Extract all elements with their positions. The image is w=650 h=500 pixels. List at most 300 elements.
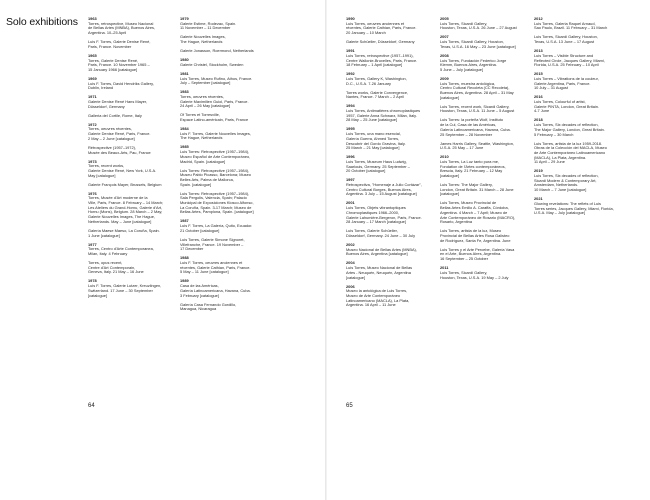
exhibition-text-line: Luis Torres – Visible Structure and (534, 53, 594, 58)
exhibition-text-line: Luis Torres, Sicardi Gallery, Houston, (534, 35, 598, 40)
exhibition-entry (346, 178, 434, 197)
exhibition-text-line: Luis Torres: The Major Gallery, (440, 183, 493, 188)
exhibition-year: 2006 (346, 283, 355, 289)
exhibition-text-line: La Coruña, Spain. 3-17 March; Museo de (180, 205, 252, 210)
exhibition-entry (180, 72, 268, 86)
exhibition-text-line: Florida, U.S.A. 25 February – 10 April (534, 63, 599, 68)
exhibition-column-1 (88, 17, 176, 303)
exhibition-year: 2021 (534, 196, 543, 202)
exhibition-text-line: Buenos Aires, Argentina. 28 April – 31 May (440, 91, 514, 96)
exhibition-entry (180, 58, 268, 67)
exhibition-year: 2019 (534, 168, 543, 174)
exhibition-text-line: London, Great Britain. 31 March – 28 June (440, 187, 514, 192)
exhibition-entry (180, 90, 268, 109)
exhibition-text-line: 18 February – 1 April [catalogue] (346, 63, 403, 68)
exhibition-year: 1980 (180, 57, 189, 63)
exhibition-entry (180, 303, 268, 312)
exhibition-entry (88, 77, 176, 91)
exhibition-text-line: Luis Torres, Galeria Raquel Arnaud, (534, 21, 596, 26)
exhibition-text-line: Saarlouis, Germany. 25 September – (346, 164, 410, 169)
exhibition-text-line: Milan, Italy. 4 February (88, 251, 128, 256)
exhibition-text-line: 21 October [catalogue] (180, 228, 220, 233)
exhibition-entry (346, 261, 434, 280)
exhibition-text-line: Museo de Arte Contemporáneo (346, 293, 401, 298)
exhibition-text-line: Galerie Denise René Hans Mayer, (88, 100, 148, 105)
exhibition-text-line: Düsseldorf, Germany. 24 June – 30 July (346, 233, 416, 238)
exhibition-year: 1972 (88, 121, 97, 127)
exhibition-column-5 (534, 17, 622, 220)
exhibition-text-line: Luis Torres: Retrospective (1957–1984), (180, 191, 250, 196)
exhibition-text-line: [catalogue] (440, 192, 460, 197)
exhibition-year: 1979 (180, 16, 189, 21)
exhibition-text-line: Geneva, Italy. 21 May – 16 June (88, 270, 144, 275)
exhibition-entry (534, 49, 622, 68)
exhibition-entry (534, 142, 622, 166)
exhibition-text-line: 5 February – 30 March (534, 132, 574, 137)
exhibition-text-line: Luis Torres, Sicardi Gallery, Houston, (440, 40, 504, 45)
exhibition-entry (180, 113, 268, 122)
exhibition-text-line: Belles Arts, Palma de Mallorca, (180, 177, 234, 182)
exhibition-text-line: Torres, opus recent, (88, 260, 123, 265)
exhibition-text-line: Fondation de l'Artes contemporáneos, (440, 164, 506, 169)
exhibition-entry (440, 266, 528, 280)
exhibition-entry (346, 229, 434, 238)
exhibition-text-line: Centro Cultural Recoleta (CC Recoleta), (440, 86, 510, 91)
exhibition-entry (440, 35, 528, 49)
exhibition-text-line: Galería Casa Fernando Gordillo, (180, 302, 237, 307)
exhibition-text-line: Galerie Christel, Stockholm, Sweden (180, 62, 244, 67)
exhibition-text-line: 25 March – 21 May [catalogue] (346, 146, 400, 151)
exhibition-text-line: Texas, U.S.A. 16 May – 23 June [catalogue] (440, 44, 516, 49)
exhibition-text-line: Luis Torres, Six decades of reflection, (534, 174, 599, 179)
exhibition-text-line: James Harris Gallery, Seattle, Washington, (440, 141, 514, 146)
exhibition-text-line: 20 October [catalogue] (346, 169, 386, 174)
page-heading: Solo exhibitions (6, 16, 78, 28)
exhibition-text-line: de Bellas Artes (MNBA), Buenos Aires, (88, 26, 156, 31)
exhibition-entry (346, 91, 434, 100)
exhibition-text-line: Casa de las Américas, (180, 284, 219, 289)
exhibition-entry (346, 17, 434, 36)
exhibition-text-line: Torres, Musée d'Art moderne de la (88, 196, 148, 201)
exhibition-text-line: Centre Wallonie-Bruxelles, Paris, France. (346, 58, 418, 63)
exhibition-text-line: Luis Torres, Antimatières chromoplastiques (346, 109, 421, 114)
exhibition-year: 2011 (440, 265, 449, 271)
exhibition-text-line: Chromoplastiques 1966–2000, (346, 210, 399, 215)
exhibition-year: 1965 (88, 52, 97, 58)
exhibition-text-line: Galería Guerra, Ahmed Torres, (346, 136, 400, 141)
exhibition-text-line: 15 January 1966 [catalogue] (88, 67, 138, 72)
exhibition-entry (88, 114, 176, 119)
exhibition-entry (346, 285, 434, 309)
exhibition-text-line: Paris, France. November (88, 44, 132, 49)
exhibition-entry (88, 40, 176, 49)
exhibition-text-line: Houston, Texas, U.S.A. 19 May – 2 July (440, 275, 509, 280)
exhibition-year: 1995 (346, 126, 355, 132)
exhibition-text-line: Luis Torres, Fundación Federico Jorge (440, 58, 507, 63)
exhibition-text-line: de Rodríguez, Santa Fe, Argentina. June (440, 238, 511, 243)
exhibition-year: 1983 (180, 89, 189, 95)
exhibition-text-line: Espace Latino-américain, Paris, France (180, 118, 249, 123)
exhibition-entry (88, 54, 176, 73)
exhibition-text-line: Galerie Jonasson, Roermond, Netherlands (180, 49, 254, 54)
exhibition-year: 2002 (346, 241, 355, 247)
exhibition-text-line: Museo la antológica de Luis Torres, (346, 289, 408, 294)
exhibition-entry (534, 197, 622, 216)
exhibition-entry (88, 160, 176, 179)
exhibition-text-line: 10 July – 31 August (534, 86, 568, 91)
exhibition-entry (180, 279, 268, 298)
exhibition-text-line: Luis Torres, oeuvres anciennes et (346, 21, 405, 26)
exhibition-text-line: Of Torres et Torresville, (180, 113, 220, 118)
exhibition-entry (180, 238, 268, 252)
exhibition-text-line: récentes, Galerie Cathian, Paris, France. (346, 26, 417, 31)
exhibition-text-line: Museo Español de Arte Contemporáneo, (180, 154, 251, 159)
exhibition-text-line: Houston, Texas, U.S.A. 26 June – 27 August (440, 26, 517, 31)
exhibition-text-line: Luis Torres, Colourful of artist, (534, 100, 586, 105)
exhibition-text-line: [catalogue] (440, 95, 460, 100)
exhibition-entry (440, 77, 528, 101)
exhibition-text-line: Luis Torres, La Luz tanto pura me, (440, 159, 499, 164)
exhibition-text-line: 11 November – 11 December (180, 26, 231, 31)
exhibition-year: 2012 (534, 16, 543, 21)
exhibition-text-line: Luis Torres, Museum Haus Ludwig, (346, 159, 407, 164)
exhibition-entry (180, 145, 268, 164)
exhibition-entry (440, 17, 528, 31)
exhibition-text-line: Torres, retrospective, Museo Nacional (88, 21, 154, 26)
exhibition-text-line: Luis Torres, Six decades of reflection, (534, 123, 599, 128)
exhibition-entry (534, 118, 622, 137)
exhibition-year: 2007 (440, 34, 449, 40)
exhibition-text-line: May [catalogue] (88, 173, 116, 178)
exhibition-text-line: 28 January – 17 March [catalogue] (346, 220, 406, 225)
exhibition-text-line: 5 May – 11 June [catalogue] (180, 270, 229, 275)
exhibition-text-line: Galerie Lahumière-Bergeron, Paris, France. (346, 215, 422, 220)
exhibition-year: 2005 (440, 16, 449, 21)
exhibition-year: 2001 (346, 200, 355, 206)
exhibition-entry (88, 279, 176, 298)
page-number-left: 64 (88, 403, 95, 409)
exhibition-text-line: Paris, France. 10 November 1965 – (88, 63, 150, 68)
exhibition-entry (88, 183, 176, 188)
exhibition-text-line: Glowing revelations: The reflets of Luis (534, 201, 601, 206)
exhibition-text-line: 11 April – 29 June (534, 160, 565, 165)
exhibition-year: 2008 (440, 52, 449, 58)
exhibition-text-line: Museo Nacional de Bellas Artes (MNBA), (346, 247, 417, 252)
exhibition-text-line: 3 February [catalogue] (180, 293, 219, 298)
exhibition-text-line: Reflected Circle, Jacques Gallery, Miami, (534, 58, 605, 63)
exhibition-text-line: récentes, Galerie Cathian, Paris, France. (180, 265, 251, 270)
exhibition-text-line: Luis Torres, artista de la luz, Museo (440, 229, 502, 234)
exhibition-text-line: The Hague, Netherlands (180, 136, 223, 141)
exhibition-entry (180, 127, 268, 141)
exhibition-text-line: 24 April – 26 May [catalogue] (180, 104, 231, 109)
exhibition-year: 1987 (180, 218, 189, 224)
exhibition-text-line: Argentina. 10–25 April (88, 31, 127, 36)
exhibition-text-line: Galerie Estime, Rodezac, Spain. (180, 21, 237, 26)
exhibition-entry (346, 49, 434, 68)
exhibition-text-line: Luis Torres, Sicardi Gallery, (440, 270, 488, 275)
exhibition-text-line: Luis F. Torres, David Hendriks Gallery, (88, 81, 154, 86)
exhibition-entry (346, 243, 434, 257)
exhibition-text-line: Switzerland. 17 June – 30 September (88, 288, 153, 293)
exhibition-text-line: Torres, recent works, (88, 164, 125, 169)
exhibition-text-line: Bellas Artes Emilio A. Caraffa, Córdoba, (440, 206, 509, 211)
exhibition-year: 1996 (346, 154, 355, 160)
exhibition-year: 1991 (346, 48, 355, 54)
exhibition-text-line: Houston, Texas, U.S.A. 11 June – 5 August (440, 109, 515, 114)
exhibition-text-line: Sao Paulo, Brazil. 11 February – 31 March (534, 26, 608, 31)
exhibition-text-line: Provincial de Bellas Artes Rosa Galisteo (440, 233, 510, 238)
exhibition-text-line: Luis Torres, una mano esencial, (346, 132, 401, 137)
exhibition-text-line: en el Arte, Buenos Aires, Argentina. (440, 252, 502, 257)
exhibition-text-line: 16 September – 25 October (440, 257, 489, 262)
exhibition-year: 2018 (534, 117, 543, 123)
exhibition-text-line: Luis Torres: Retrospective (1957–1984), (180, 168, 250, 173)
exhibition-column-2 (180, 17, 268, 316)
exhibition-column-4 (440, 17, 528, 285)
exhibition-entry (346, 104, 434, 123)
exhibition-year: 2015 (534, 71, 543, 77)
exhibition-entry (346, 155, 434, 174)
exhibition-text-line: Luis Torres, muestra antológica, (440, 81, 496, 86)
exhibition-text-line: 25 September – 28 November (440, 132, 493, 137)
exhibition-column-3 (346, 17, 434, 312)
exhibition-text-line: Luis Torres y el Arte Percebe, Galería Vasa (440, 247, 515, 252)
exhibition-text-line: Dublin, Ireland (88, 86, 114, 91)
exhibition-text-line: Luis Torres – Vibrations de la couleur, (534, 76, 599, 81)
exhibition-text-line: 5 June – July [catalogue] (440, 67, 484, 72)
exhibition-entry (180, 192, 268, 216)
exhibition-text-line: Obras de la Colección del MACLA, Museo (534, 146, 607, 151)
exhibition-text-line: Torres, Galerie Denise René, (88, 58, 139, 63)
exhibition-text-line: Düsseldorf, Germany (88, 104, 125, 109)
exhibition-entry (88, 261, 176, 275)
exhibition-text-line: Centro Cultural Borges, Buenos Aires, (346, 187, 412, 192)
exhibition-text-line: Rosario, Argentina (440, 220, 473, 225)
exhibition-text-line: D.C., U.S.A. 7-26 January (346, 81, 391, 86)
exhibition-text-line: Luis F. Torres, oeuvres anciennes et (180, 260, 243, 265)
exhibition-entry (88, 192, 176, 225)
book-spine (325, 0, 327, 500)
exhibition-text-line: Galería Latinoamericana, Havana, Cuba. (180, 288, 251, 293)
exhibition-text-line: [catalogue] (346, 275, 366, 280)
exhibition-entry (440, 229, 528, 243)
exhibition-text-line: Sala Pergolis, Valencia, Spain; Palacio (180, 196, 247, 201)
exhibition-text-line: Luis F. Torres, Galerie Denise René, (88, 40, 151, 45)
exhibition-entry (346, 40, 434, 45)
exhibition-text-line: [catalogue] (440, 174, 460, 179)
exhibition-entry (534, 17, 622, 31)
exhibition-text-line: The Hague, Netherlands (180, 40, 223, 45)
exhibition-text-line: Musée des Beaux-Arts, Pau, France (88, 150, 151, 155)
exhibition-entry (534, 95, 622, 114)
exhibition-year: 1981 (180, 70, 189, 76)
exhibition-entry (346, 201, 434, 225)
exhibition-text-line: Galerie PINTA, London, Great Britain. (534, 104, 600, 109)
exhibition-entry (346, 72, 434, 86)
exhibition-year: 1963 (88, 16, 97, 21)
exhibition-text-line: Luis Torres: Retrospective (1957–1984), (180, 150, 250, 155)
exhibition-year: 1988 (180, 255, 189, 261)
exhibition-text-line: 1 June [catalogue] (88, 233, 120, 238)
exhibition-text-line: 10 March – 7 June [catalogue] (534, 188, 587, 193)
exhibition-entry (180, 219, 268, 233)
exhibition-text-line: Torres, Centro d'Arte Contemporanea, (88, 247, 154, 252)
exhibition-year: 1989 (180, 278, 189, 284)
exhibition-text-line: Argentina. 16 April – 11 June (346, 303, 396, 308)
exhibition-text-line: Luis Torres, Objets vibrantoptiques (346, 206, 406, 211)
exhibition-text-line: Galerie Argentina, Paris, France. (534, 81, 591, 86)
exhibition-entry (440, 118, 528, 137)
exhibition-year: 1992 (346, 71, 355, 77)
exhibition-text-line: Ville, Paris, France. 8 February – 14 March; (88, 201, 164, 206)
exhibition-text-line: Luis Torres, Galerie Simone Signoret, (180, 237, 245, 242)
exhibition-text-line: Museu Pablo Picasso, Barcelona; Museo (180, 173, 251, 178)
exhibition-text-line: U.S.A. May – July [catalogue] (534, 211, 586, 216)
exhibition-text-line: Torres works, Galerie Convergence, (346, 90, 409, 95)
exhibition-year: 2016 (534, 94, 543, 100)
exhibition-text-line: Hornu (Mons), Belgium. 28 March – 2 May; (88, 210, 163, 215)
exhibition-year: 1990 (346, 16, 355, 21)
exhibition-entry (440, 155, 528, 179)
exhibition-text-line: Municipal de Exposiciones Kiosco Alfonso, (180, 201, 254, 206)
exhibition-entry (534, 72, 622, 91)
exhibition-text-line: Retrospectiva, "Homenaje a Julio Cortázar", (346, 183, 422, 188)
exhibition-text-line: Luis Torres, Gallery K, Washington, (346, 76, 407, 81)
exhibition-text-line: Villefranche, France. 19 November – (180, 242, 244, 247)
exhibition-entry (346, 127, 434, 151)
exhibition-year: 1977 (88, 241, 97, 247)
exhibition-text-line: Luis Torres, Museo Provincial de (440, 201, 497, 206)
exhibition-year: 1994 (346, 103, 355, 109)
exhibition-entry (440, 183, 528, 197)
exhibition-text-line: Galerie Schüeller, Düsseldorf, Germany (346, 40, 415, 45)
exhibition-text-line: de Arte Contemporáneo Latinoamericano (534, 150, 606, 155)
exhibition-text-line: 2 May – 2 June [catalogue] (88, 136, 135, 141)
exhibition-year: 2004 (346, 260, 355, 266)
exhibition-text-line: Galerie Nouvelles Images, (180, 35, 226, 40)
exhibition-text-line: Spain. [catalogue] (180, 182, 212, 187)
exhibition-entry (88, 17, 176, 36)
exhibition-year: 1978 (88, 278, 97, 284)
page-number-right: 65 (346, 403, 353, 409)
exhibition-year: 1971 (88, 94, 97, 100)
exhibition-entry (88, 243, 176, 257)
exhibition-year: 1985 (180, 144, 189, 150)
exhibition-text-line: Luis Torres, retrospective (1957–1991), (346, 53, 414, 58)
exhibition-year: 2013 (534, 48, 543, 54)
exhibition-text-line: Brescia, Italy. 21 February – 12 May (440, 169, 503, 174)
exhibition-text-line: 4-7 June (534, 109, 550, 114)
exhibition-text-line: Galerie François Mayer, Brussels, Belgium (88, 182, 162, 187)
exhibition-entry (88, 229, 176, 238)
exhibition-text-line: Amsterdam, Netherlands. (534, 183, 579, 188)
exhibition-text-line: The Major Gallery, London, Great Britain. (534, 127, 605, 132)
exhibition-text-line: Arte Contemporáneo de Rosario (MACRO), (440, 215, 516, 220)
exhibition-entry (88, 95, 176, 109)
exhibition-entry (440, 201, 528, 225)
exhibition-text-line: Galleria del Cortile, Rome, Italy (88, 113, 142, 118)
exhibition-year: 1969 (88, 75, 97, 81)
exhibition-text-line: Luis F. Torres, La Galería, Quito, Ecuador. (180, 224, 253, 229)
exhibition-year: 1973 (88, 158, 97, 164)
exhibition-entry (88, 146, 176, 155)
exhibition-text-line: 20 January – 10 March (346, 31, 386, 36)
exhibition-text-line: Buenos Aires, Argentina [catalogue] (346, 252, 408, 257)
exhibition-text-line: Luis Torres, Galerie Schüeller, (346, 229, 398, 234)
exhibition-text-line: Luis Torres, Museo Rufino, Athos, France. (180, 76, 253, 81)
exhibition-text-line: Torres, oeuvres récentes, (180, 94, 224, 99)
exhibition-text-line: U.S.A. 25 May – 17 June (440, 146, 484, 151)
exhibition-text-line: 17 December (180, 247, 204, 252)
exhibition-text-line: Bellas Artes, Pamplona, Spain. [catalogue] (180, 210, 254, 215)
exhibition-text-line: Galerie Denise René, Paris, France. (88, 132, 151, 137)
exhibition-entry (88, 123, 176, 142)
exhibition-entry (180, 49, 268, 54)
exhibition-entry (534, 35, 622, 44)
exhibition-text-line: Torres series, Jacques Gallery, Miami, Florida, (534, 206, 614, 211)
exhibition-text-line: Galerie Maximilien Guiol, Paris, France. (180, 99, 249, 104)
exhibition-text-line: Torres, oeuvres récentes, (88, 127, 132, 132)
exhibition-text-line: Luis Torres, Sicardi Gallery, (440, 21, 488, 26)
exhibition-text-line: Luis Torres, artista de la luz 1959-2018. (534, 141, 603, 146)
exhibition-entry (440, 105, 528, 114)
exhibition-text-line: July – September [catalogue] (180, 81, 231, 86)
exhibition-text-line: Descubrir del Gordo Gravina, Italy. (346, 141, 406, 146)
exhibition-entry (180, 256, 268, 275)
exhibition-text-line: Luis Torres: la porteña Wolf, Instituto (440, 118, 504, 123)
exhibition-text-line: Luis Torres, recent work, Sicardi Gallery, (440, 104, 510, 109)
exhibition-entry (440, 142, 528, 151)
exhibition-entry (440, 248, 528, 262)
exhibition-text-line: Texas, U.S.A. 13 June – 17 August (534, 40, 595, 45)
exhibition-entry (440, 54, 528, 73)
exhibition-text-line: 1957, Galerie Anna Schwarz, Milan, Italy. (346, 113, 417, 118)
exhibition-entry (180, 169, 268, 188)
exhibition-text-line: Argentina. 4 March – 7 April; Museo de (440, 210, 508, 215)
exhibition-text-line: 28 May – 25 June [catalogue] (346, 118, 398, 123)
exhibition-text-line: Galerie Denise René, New York, U.S.A. (88, 168, 157, 173)
exhibition-text-line: Klemm, Buenos Aires, Argentina. (440, 63, 497, 68)
exhibition-year: 2010 (440, 154, 449, 160)
exhibition-text-line: Argentina. 3 July – 15 August [catalogue] (346, 192, 417, 197)
exhibition-text-line: Luis F. Torres, Galerie Lutzer, Kreuzlingen, (88, 284, 162, 289)
exhibition-text-line: Managua, Nicaragua (180, 307, 217, 312)
exhibition-year: 1976 (88, 190, 97, 196)
exhibition-year: 1984 (180, 126, 189, 132)
exhibition-text-line: Luis Torres, Museo Nacional de Bellas (346, 266, 413, 271)
exhibition-text-line: Galería Maese Maeso, La Coruña, Spain. (88, 228, 160, 233)
exhibition-text-line: Nantes, France. 7 March – 2 April (346, 95, 404, 100)
exhibition-text-line: [catalogue] (88, 293, 108, 298)
exhibition-text-line: Sicardi Modern & Contemporary Art, (534, 178, 597, 183)
exhibition-text-line: (MACLA), La Plata, Argentina. (534, 155, 587, 160)
exhibition-text-line: Les Ateliers du Grand-Hornu, Galerie d'Art, (88, 205, 163, 210)
exhibition-year: 2009 (440, 75, 449, 81)
exhibition-text-line: Latinoamericano (MACLA), La Plata, (346, 298, 410, 303)
exhibition-year: 1997 (346, 177, 355, 183)
exhibition-text-line: Galería Latinoamericana, Havana, Cuba. (440, 127, 511, 132)
exhibition-text-line: Netherlands. May – June [catalogue] (88, 219, 152, 224)
exhibition-entry (534, 169, 622, 193)
exhibition-text-line: Madrid, Spain. [catalogue] (180, 159, 226, 164)
exhibition-text-line: de la Cul, Casa de las Américas, (440, 123, 497, 128)
exhibition-entry (180, 35, 268, 44)
exhibition-text-line: Luis F. Torres, Galerie Nouvelles Images, (180, 131, 251, 136)
exhibition-text-line: Galerie Nouvelles Images, The Hague, (88, 215, 155, 220)
exhibition-text-line: Centre d'Art Contemporain, (88, 265, 136, 270)
exhibition-text-line: Artes - Neuquén, Neuquén, Argentina (346, 270, 411, 275)
